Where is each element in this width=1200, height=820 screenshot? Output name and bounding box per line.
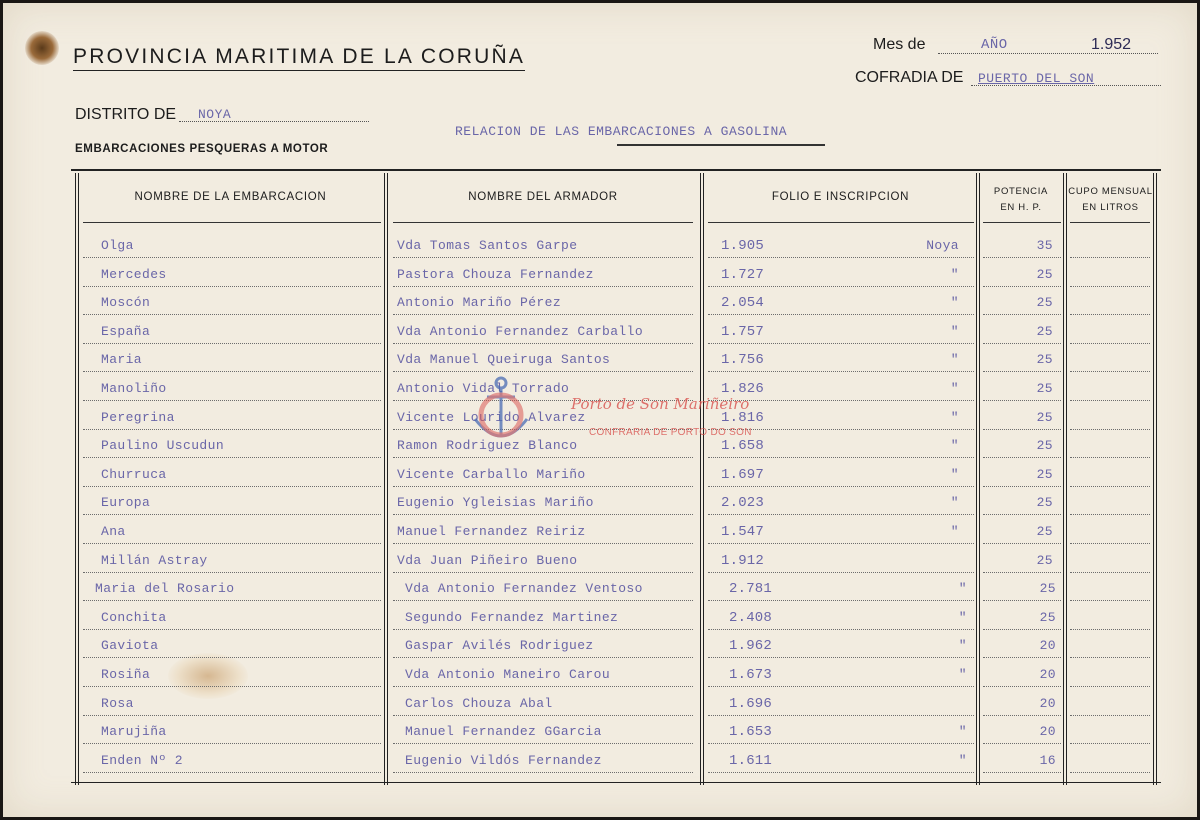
header-folio: FOLIO E INSCRIPCION [771,191,910,203]
cell-nombre: Rosa [101,695,134,711]
cell-nombre: Europa [101,495,151,511]
relacion-title: RELACION DE LAS EMBARCACIONES A GASOLINA [455,124,788,139]
cell-potencia: 16 [1039,752,1056,768]
row-dotline [1070,772,1150,773]
row-dotline [393,257,693,258]
table-row [3,553,1197,581]
cell-place: " [950,266,959,282]
cofradia-value: PUERTO DEL SON [978,71,1095,86]
row-dotline [708,600,974,601]
table-row [3,696,1197,724]
cell-armador: Vda Manuel Queiruga Santos [397,352,611,368]
row-dotline [393,286,693,287]
row-dotline [983,686,1061,687]
table-row [3,267,1197,295]
cell-folio: 1.696 [729,695,773,712]
table-top-rule [71,169,1161,171]
row-dotline [708,772,974,773]
row-dotline [1070,715,1150,716]
cell-armador: Vda Antonio Fernandez Ventoso [405,581,643,597]
row-dotline [83,772,381,773]
row-dotline [83,715,381,716]
row-dotline [1070,429,1150,430]
table-row [3,324,1197,352]
header-rule [708,222,974,223]
cell-place: " [950,438,959,454]
row-dotline [1070,657,1150,658]
header-potencia [981,184,1061,216]
row-dotline [708,572,974,573]
cell-nombre: Enden Nº 2 [101,752,184,768]
cell-place: " [958,752,967,768]
row-dotline [708,686,974,687]
row-dotline [983,286,1061,287]
row-dotline [708,257,974,258]
cell-potencia: 25 [1036,352,1053,368]
cell-place: " [958,667,967,682]
header-rule [983,222,1061,223]
row-dotline [393,343,693,344]
table-row [3,581,1197,609]
cell-folio: 1.658 [721,438,765,455]
cell-armador: Eugenio Vildós Fernandez [405,752,602,768]
burn-stain [25,31,59,65]
table-row [3,638,1197,666]
header-potencia-line1: POTENCIA [993,186,1049,197]
cell-folio: 1.673 [729,667,773,683]
cell-folio: 1.962 [729,638,773,655]
cell-armador: Vda Tomas Santos Garpe [397,238,578,253]
header-cupo-line1: CUPO MENSUAL [1068,186,1153,197]
table-row [3,753,1197,781]
cell-place: " [958,609,967,625]
cell-folio: 1.653 [729,724,773,741]
row-dotline [1070,514,1150,515]
row-dotline [708,457,974,458]
cell-place: " [958,724,967,740]
cell-potencia: 20 [1039,724,1056,740]
cell-armador: Vda Antonio Maneiro Carou [405,667,611,682]
row-dotline [1070,343,1150,344]
row-dotline [1070,543,1150,544]
cell-folio: 1.697 [721,466,765,483]
distrito-label: DISTRITO DE [75,106,177,123]
row-dotline [83,314,381,315]
cell-potencia: 25 [1039,581,1056,597]
cell-nombre: Churruca [101,466,167,482]
stamp-caption: CONFRARIA DE PORTO DO SON [589,427,752,438]
row-dotline [983,514,1061,515]
cell-potencia: 25 [1036,266,1053,282]
cell-place: " [950,409,959,425]
row-dotline [393,457,693,458]
row-dotline [983,629,1061,630]
cell-place: " [958,638,967,654]
row-dotline [393,514,693,515]
row-dotline [1070,400,1150,401]
cell-nombre: Paulino Uscudun [101,438,225,454]
cell-armador: Manuel Fernandez Reiriz [397,524,586,539]
cell-nombre: Marujiña [101,724,167,740]
row-dotline [983,772,1061,773]
cell-place: " [958,581,967,597]
table-row [3,495,1197,523]
header-cupo-line2: EN LITROS [1082,202,1139,213]
row-dotline [83,572,381,573]
embarcaciones-label: EMBARCACIONES PESQUERAS A MOTOR [75,143,329,155]
cell-folio: 1.816 [721,409,765,426]
cell-armador: Ramon Rodriguez Blanco [397,438,578,454]
header-rule [393,222,693,223]
row-dotline [393,743,693,744]
cell-folio: 2.054 [721,295,765,312]
row-dotline [983,457,1061,458]
cell-place: Noya [926,238,959,253]
cell-nombre: Moscón [101,295,151,311]
row-dotline [983,343,1061,344]
cell-nombre: Conchita [101,609,167,625]
cell-nombre: Manoliño [101,381,167,396]
cell-potencia: 25 [1036,323,1053,339]
row-dotline [393,715,693,716]
cell-potencia: 25 [1039,609,1056,625]
row-dotline [393,629,693,630]
relacion-underline [617,144,825,146]
table-row [3,667,1197,695]
cell-folio: 1.611 [729,752,773,769]
row-dotline [393,543,693,544]
table-row [3,295,1197,323]
row-dotline [708,514,974,515]
row-dotline [83,429,381,430]
row-dotline [83,543,381,544]
row-dotline [1070,743,1150,744]
row-dotline [708,543,974,544]
table-row [3,524,1197,552]
row-dotline [983,314,1061,315]
cell-place: " [950,295,959,311]
stamp-script: Porto de Son Mariñeiro [571,395,750,413]
cell-place: " [950,381,959,396]
cell-armador: Antonio Mariño Pérez [397,295,562,311]
cell-potencia: 25 [1036,466,1053,482]
header-nombre: NOMBRE DE LA EMBARCACION [134,191,327,203]
row-dotline [708,657,974,658]
cell-folio: 1.757 [721,323,765,340]
cell-armador: Antonio Vidal Torrado [397,381,570,396]
cell-nombre: Olga [101,238,134,253]
cell-nombre: Mercedes [101,266,167,282]
cell-folio: 1.547 [721,524,765,540]
row-dotline [983,486,1061,487]
row-dotline [1070,629,1150,630]
cell-potencia: 25 [1036,381,1053,396]
cell-folio: 1.826 [721,381,765,397]
cell-nombre: Maria [101,352,143,368]
row-dotline [83,257,381,258]
cell-nombre: Peregrina [101,409,175,425]
cell-place: " [950,495,959,511]
cell-potencia: 25 [1036,438,1053,454]
row-dotline [1070,314,1150,315]
cell-armador: Carlos Chouza Abal [405,695,553,711]
table-row [3,724,1197,752]
row-dotline [708,286,974,287]
row-dotline [83,514,381,515]
row-dotline [393,600,693,601]
cell-nombre: Maria del Rosario [95,581,235,597]
row-dotline [1070,572,1150,573]
row-dotline [708,314,974,315]
row-dotline [83,600,381,601]
row-dotline [983,371,1061,372]
row-dotline [83,286,381,287]
cell-potencia: 20 [1039,667,1056,682]
row-dotline [708,486,974,487]
row-dotline [983,543,1061,544]
row-dotline [393,772,693,773]
row-dotline [983,657,1061,658]
row-dotline [983,572,1061,573]
row-dotline [1070,600,1150,601]
row-dotline [83,686,381,687]
cell-potencia: 35 [1036,238,1053,253]
row-dotline [83,629,381,630]
row-dotline [983,429,1061,430]
row-dotline [983,257,1061,258]
row-dotline [393,314,693,315]
row-dotline [393,686,693,687]
row-dotline [83,343,381,344]
cell-folio: 2.781 [729,581,773,598]
row-dotline [393,657,693,658]
cell-armador: Vicente Carballo Mariño [397,466,586,482]
cell-potencia: 25 [1036,552,1053,568]
table-row [3,238,1197,266]
cell-place: " [950,466,959,482]
cell-potencia: 25 [1036,295,1053,311]
row-dotline [1070,286,1150,287]
cell-armador: Manuel Fernandez GGarcia [405,724,602,740]
cell-folio: 2.023 [721,495,765,512]
header-cupo [1068,184,1153,216]
row-dotline [1070,686,1150,687]
cell-armador: Vicente Lourido Alvarez [397,409,586,425]
mes-label: Mes de [873,36,926,53]
row-dotline [83,743,381,744]
distrito-value: NOYA [198,107,232,122]
cell-armador: Segundo Fernandez Martinez [405,609,619,625]
cofradia-label: COFRADIA DE [855,69,964,86]
row-dotline [83,371,381,372]
row-dotline [983,743,1061,744]
row-dotline [393,572,693,573]
cell-folio: 1.727 [721,266,765,283]
table-row [3,610,1197,638]
cell-folio: 1.756 [721,352,765,369]
row-dotline [1070,257,1150,258]
header-rule [1070,222,1150,223]
row-dotline [83,457,381,458]
row-dotline [83,657,381,658]
row-dotline [1070,457,1150,458]
cell-potencia: 25 [1036,524,1053,539]
cell-potencia: 25 [1036,495,1053,511]
cell-potencia: 20 [1039,695,1056,711]
cell-nombre: Millán Astray [101,552,208,568]
row-dotline [708,629,974,630]
cell-armador: Pastora Chouza Fernandez [397,266,594,282]
row-dotline [1070,371,1150,372]
row-dotline [983,715,1061,716]
year-value: 1.952 [1091,36,1132,53]
cell-potencia: 20 [1039,638,1056,654]
cell-potencia: 25 [1036,409,1053,425]
header-potencia-line2: EN H. P. [1000,202,1042,213]
cell-folio: 1.905 [721,238,765,254]
cell-armador: Vda Antonio Fernandez Carballo [397,323,644,339]
header-armador: NOMBRE DEL ARMADOR [468,191,618,203]
cell-nombre: Gaviota [101,638,159,654]
row-dotline [983,400,1061,401]
header-rule [83,222,381,223]
cell-place: " [950,323,959,339]
row-dotline [708,743,974,744]
cell-armador: Eugenio Ygleisias Mariño [397,495,594,511]
cell-place: " [950,524,959,539]
row-dotline [708,343,974,344]
cell-nombre: Rosiña [101,667,151,682]
row-dotline [393,486,693,487]
cell-armador: Vda Juan Piñeiro Bueno [397,552,578,568]
cell-nombre: España [101,323,151,339]
province-title: PROVINCIA MARITIMA DE LA CORUÑA [73,45,525,71]
cell-nombre: Ana [101,524,126,539]
row-dotline [708,715,974,716]
row-dotline [83,486,381,487]
table-row [3,467,1197,495]
table-bottom-rule [71,782,1161,783]
mes-value: AÑO [981,37,1008,53]
cell-armador: Gaspar Avilés Rodriguez [405,638,594,654]
cell-place: " [950,352,959,368]
cell-folio: 1.912 [721,552,765,569]
row-dotline [1070,486,1150,487]
document-sheet [3,3,1197,817]
row-dotline [983,600,1061,601]
row-dotline [83,400,381,401]
cell-folio: 2.408 [729,609,773,626]
